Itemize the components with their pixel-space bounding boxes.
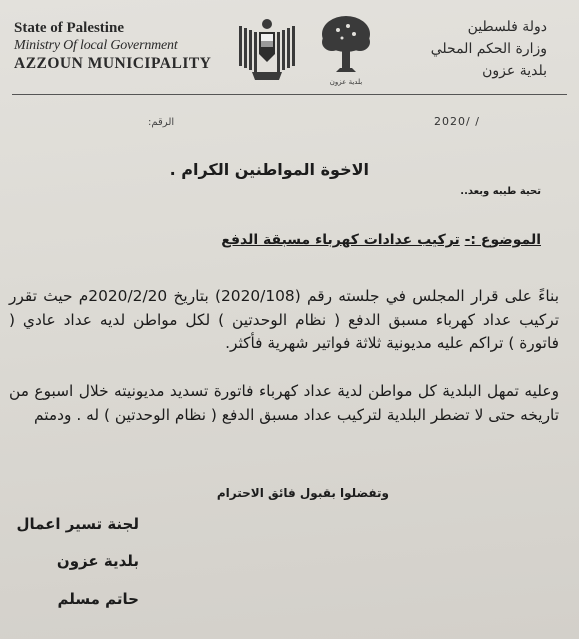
header-ministry-en: Ministry Of local Government bbox=[14, 38, 178, 53]
signature-name: حاتم مسلم bbox=[57, 590, 139, 608]
seal-label: بلدية عزون bbox=[329, 78, 363, 86]
header-state-ar: دولة فلسطين bbox=[467, 19, 547, 35]
header-state-en: State of Palestine bbox=[14, 20, 124, 36]
greeting: الاخوة المواطنين الكرام . bbox=[169, 160, 369, 179]
subject-label: الموضوع :- bbox=[464, 232, 541, 248]
signature-municipality: بلدية عزون bbox=[56, 552, 139, 570]
header-english bbox=[14, 20, 224, 74]
municipality-tree-seal-icon bbox=[318, 12, 374, 88]
reference-number-label: الرقم: bbox=[148, 117, 175, 128]
reference-date: 2020/ / bbox=[434, 115, 480, 128]
header-municipality-ar: بلدية عزون bbox=[482, 63, 547, 79]
subject-line bbox=[221, 232, 541, 248]
palestine-eagle-emblem-icon bbox=[234, 14, 300, 90]
salutation: تحية طيبه وبعد.. bbox=[460, 186, 541, 197]
header-ministry-ar: وزارة الحكم المحلي bbox=[430, 41, 547, 57]
header-arabic bbox=[397, 16, 547, 82]
subject-text: تركيب عدادات كهرباء مسبقة الدفع bbox=[221, 232, 460, 248]
closing-line: وتفضلوا بقبول فائق الاحترام bbox=[216, 486, 389, 500]
header-divider bbox=[12, 94, 567, 95]
body-paragraph-2: وعليه تمهل البلدية كل مواطن لدية عداد كهرباء فاتورة تسديد مديونيته خلال اسبوع من تاريخه حتى لا تضطر البلدية لتركيب عداد مسبق الدفع ( نظام الوحدتين ) له . ودمتم bbox=[9, 382, 559, 424]
body-paragraph-1: بناءً على قرار المجلس في جلسته رقم (2020/108) بتاريخ 2020/2/20م حيث تقرر تركيب عداد كهرباء مسبق الدفع ( نظام الوحدتين ) لكل مواطن لديه عداد عادي ( فاتورة ) تراكم عليه مديونية ثلاثة فواتير شهرية فأكثر. bbox=[9, 287, 559, 352]
header-municipality-en: AZZOUN MUNICIPALITY bbox=[14, 55, 212, 72]
signature-committee: لجنة تسير اعمال bbox=[16, 515, 139, 533]
